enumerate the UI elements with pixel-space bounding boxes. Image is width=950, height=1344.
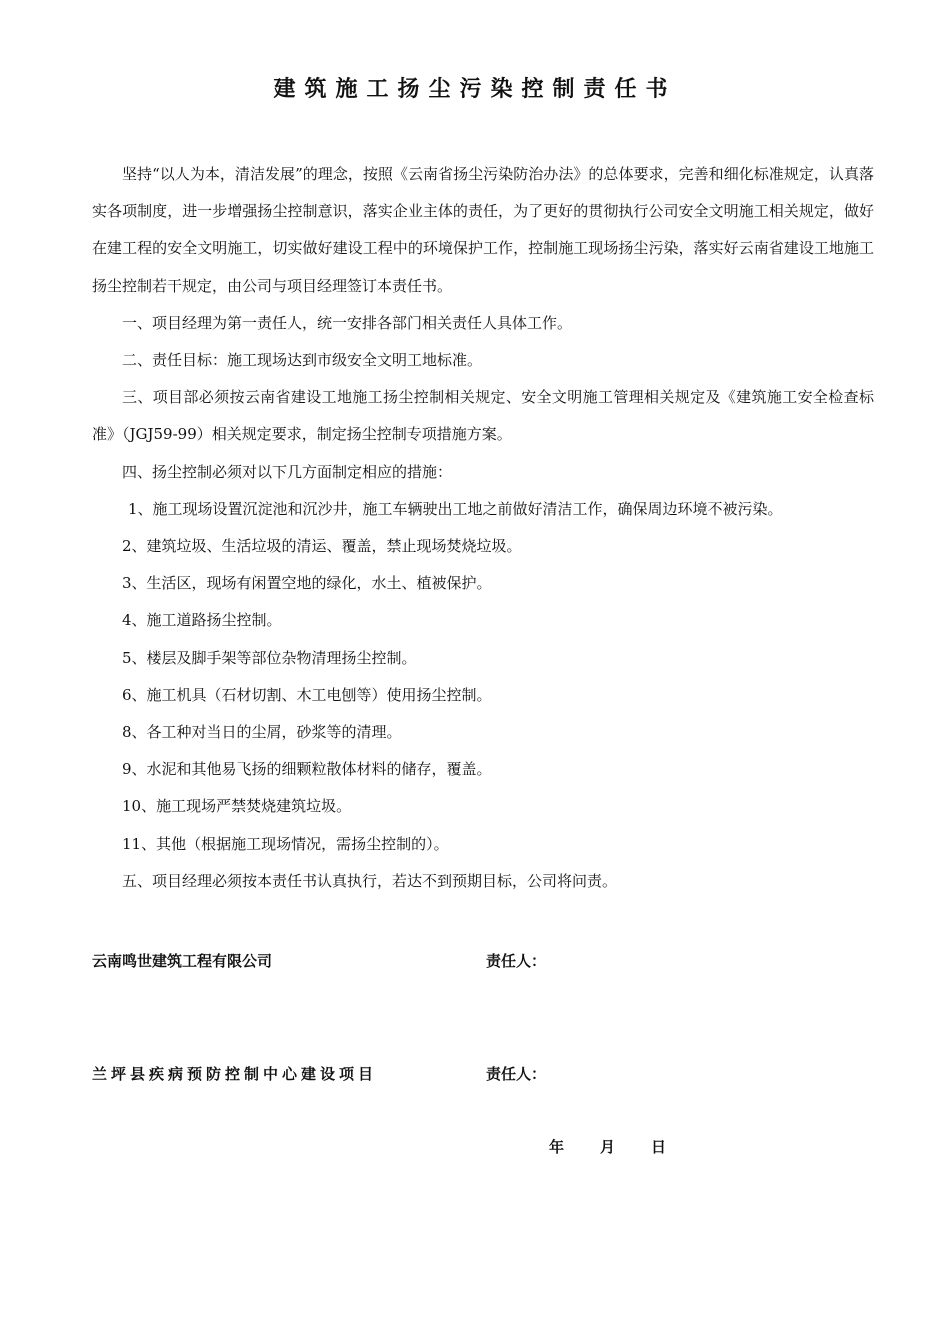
project-responsible-label: 责任人： <box>486 1065 547 1083</box>
date-month: 月 <box>600 1138 616 1156</box>
company-responsible-label: 责任人： <box>486 952 547 970</box>
measure-item: 4、施工道路扬尘控制。 <box>122 611 282 630</box>
measure-item: 9、水泥和其他易飞扬的细颗粒散体材料的储存，覆盖。 <box>122 760 492 779</box>
signing-date <box>549 1136 666 1157</box>
measure-item: 10、施工现场严禁焚烧建筑垃圾。 <box>122 797 352 816</box>
measure-item: 5、楼层及脚手架等部位杂物清理扬尘控制。 <box>122 648 417 667</box>
section-1: 一、项目经理为第一责任人，统一安排各部门相关责任人具体工作。 <box>122 313 573 332</box>
section-4: 四、扬尘控制必须对以下几方面制定相应的措施： <box>122 462 453 481</box>
date-day: 日 <box>651 1138 667 1156</box>
section-2: 二、责任目标：施工现场达到市级安全文明工地标准。 <box>122 351 483 370</box>
date-year: 年 <box>549 1138 565 1156</box>
measure-item: 1、施工现场设置沉淀池和沉沙井，施工车辆驶出工地之前做好清洁工作，确保周边环境不被污染。 <box>128 499 783 518</box>
measure-item: 2、建筑垃圾、生活垃圾的清运、覆盖，禁止现场焚烧垃圾。 <box>122 537 522 556</box>
section-5: 五、项目经理必须按本责任书认真执行，若达不到预期目标，公司将问责。 <box>122 871 618 890</box>
measure-item: 3、生活区，现场有闲置空地的绿化，水土、植被保护。 <box>122 574 492 593</box>
company-name: 云南鸣世建筑工程有限公司 <box>92 952 273 970</box>
measure-item: 11、其他（根据施工现场情况，需扬尘控制的）。 <box>122 834 449 853</box>
measure-item: 6、施工机具（石材切割、木工电刨等）使用扬尘控制。 <box>122 685 492 704</box>
document-title: 建筑施工扬尘污染控制责任书 <box>273 77 677 102</box>
intro-paragraph: 坚持“以人为本，清洁发展”的理念，按照《云南省扬尘污染防治办法》的总体要求，完善和细化标准规定，认真落实各项制度，进一步增强扬尘控制意识，落实企业主体的责任，为了更好的贯彻执行公司安全文明施工相关规定，做好在建工程的安全文明施工，切实做好建设工程中的环境保护工作，控制施工现场扬尘污染，落实好云南省建设工地施工扬尘控制若干规定，由公司与项目经理签订本责任书。 <box>92 165 874 295</box>
document-body <box>92 156 874 900</box>
section-3: 三、项目部必须按云南省建设工地施工扬尘控制相关规定、安全文明施工管理相关规定及《建筑施工安全检查标准》（JGJ59-99）相关规定要求，制定扬尘控制专项措施方案。 <box>92 388 874 444</box>
measure-item: 8、各工种对当日的尘屑，砂浆等的清理。 <box>122 723 402 742</box>
project-name: 兰坪县疾病预防控制中心建设项目 <box>92 1065 378 1083</box>
